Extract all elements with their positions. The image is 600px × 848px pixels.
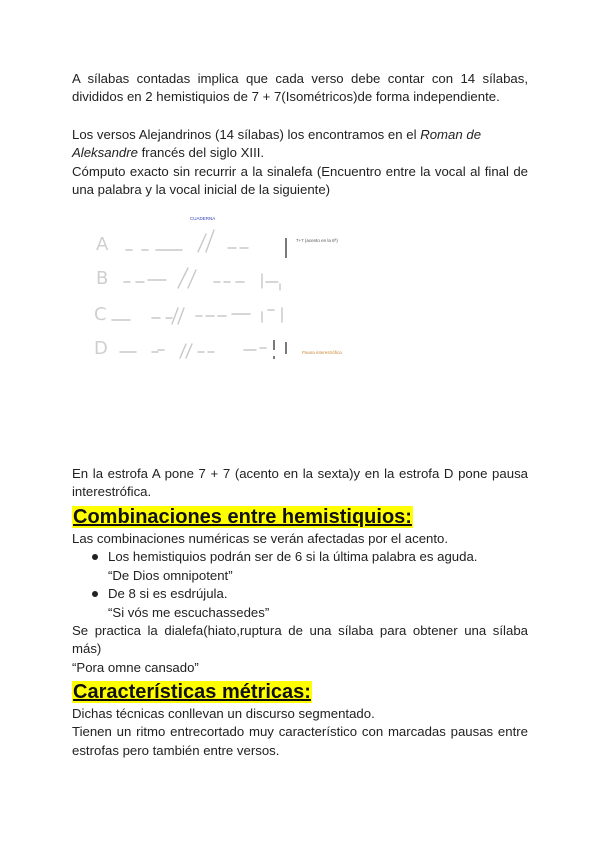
section-heading-caracteristicas	[72, 680, 312, 704]
scheme-svg	[86, 212, 366, 372]
scheme-row-label-c: C	[94, 304, 107, 325]
section2-body	[72, 705, 528, 760]
bullet-text: Los hemistiquios podrán ser de 6 si la última palabra es aguda.	[108, 549, 478, 565]
bullet-item	[72, 548, 528, 585]
scheme-side-note: Pausa interestrófica	[302, 350, 342, 355]
scheme-top-label: CUADERNA	[190, 216, 216, 221]
bullet-example: “Si vós me escuchassedes”	[108, 604, 270, 620]
p2-text-post: francés del siglo XIII.	[137, 145, 265, 161]
scheme-row-d-marks	[120, 340, 286, 359]
bullet-text: De 8 si es esdrújula.	[108, 586, 228, 602]
scheme-row-label-b: B	[96, 268, 109, 289]
scheme-right-note: 7+7 (acento en la 6ª)	[296, 238, 338, 243]
bullet-example: “De Dios omnipotent”	[108, 567, 233, 583]
dialefa-paragraph: Se practica la dialefa(hiato,ruptura de una sílaba para obtener una sílaba más)	[72, 623, 528, 657]
scheme-row-label-a: A	[96, 234, 109, 255]
section1-bullet-list	[72, 548, 528, 622]
p2-title-part-2: Aleksandre	[72, 145, 138, 161]
section1-body	[72, 530, 528, 677]
section1-intro: Las combinaciones numéricas se verán afectadas por el acento.	[72, 531, 449, 546]
p2-title-part-1: Roman de	[420, 127, 482, 142]
metric-scheme-drawing	[86, 212, 366, 372]
after-scheme-paragraph: En la estrofa A pone 7 + 7 (acento en la sexta)y en la estrofa D pone pausa interestrófica.	[72, 466, 528, 500]
section2-paragraph-1: Dichas técnicas conllevan un discurso segmentado.	[72, 706, 375, 721]
section-title-2: Características métricas:	[73, 681, 311, 703]
scheme-row-b-marks	[124, 268, 280, 290]
p2-text-pre: Los versos Alejandrinos (14 sílabas) los encontramos en el	[72, 127, 421, 142]
intro-paragraph-3: Cómputo exacto sin recurrir a la sinalefa (Encuentro entre la vocal al final de una palabra y la vocal inicial de la siguiente)	[72, 164, 528, 198]
section-heading-combinaciones	[72, 505, 413, 529]
section2-paragraph-2: Tienen un ritmo entrecortado muy característico con marcadas pausas entre estrofas pero también entre versos.	[72, 724, 528, 758]
bullet-item	[72, 585, 528, 622]
dialefa-example: “Pora omne cansado”	[72, 659, 199, 675]
scheme-row-a-marks	[126, 230, 286, 258]
scheme-row-label-d: D	[94, 338, 108, 359]
intro-paragraph-2	[72, 126, 528, 163]
intro-paragraph-1: A sílabas contadas implica que cada verso debe contar con 14 sílabas, divididos en 2 hemistiquios de 7 + 7(Isométricos)de forma independiente.	[72, 71, 528, 105]
section-title-1: Combinaciones entre hemistiquios:	[73, 506, 412, 528]
scheme-row-c-marks	[112, 308, 282, 324]
